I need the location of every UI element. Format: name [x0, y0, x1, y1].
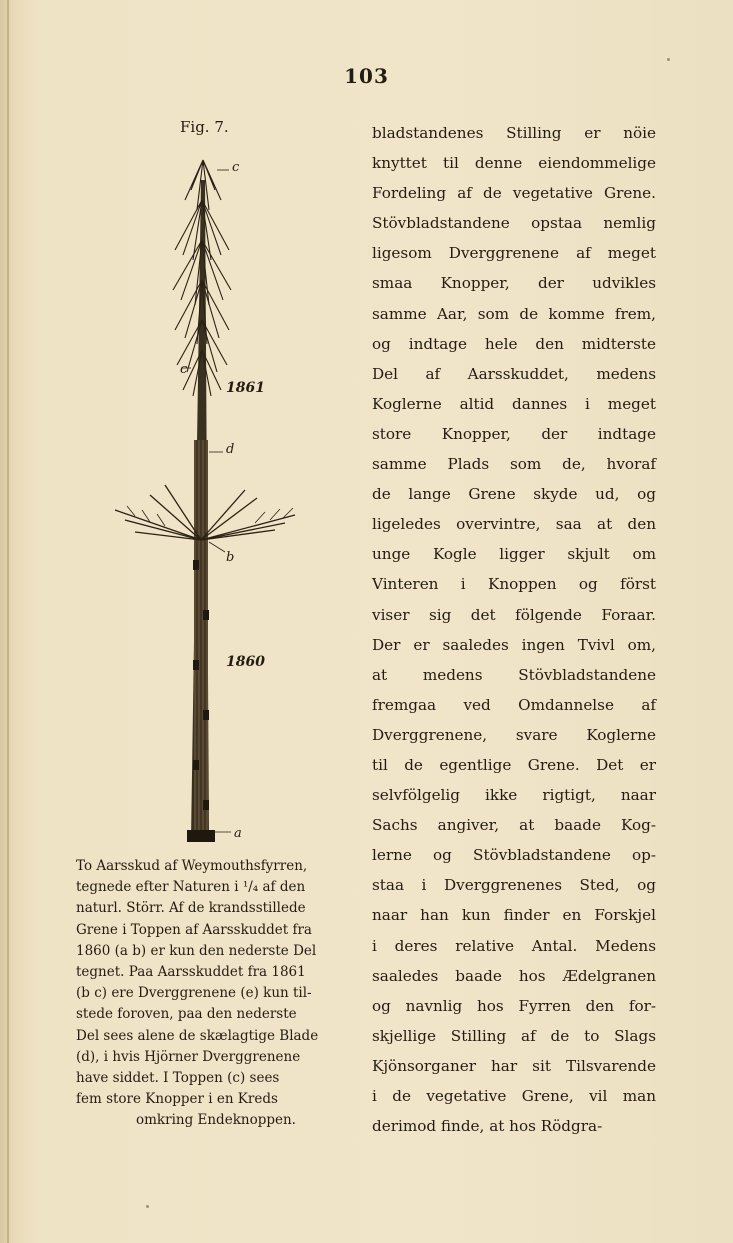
annotation-c-left: c — [180, 362, 188, 377]
body-line: Der er saaledes ingen Tvivl om, — [372, 635, 656, 654]
body-line: naar han kun finder en Forskjel — [372, 906, 656, 925]
annotation-a: a — [234, 826, 242, 841]
caption-line: have siddet. I Toppen (c) sees — [76, 1070, 280, 1087]
caption-line: Grene i Toppen af Aarsskuddet fra — [76, 921, 312, 938]
body-line: de lange Grene skyde ud, og — [372, 485, 656, 504]
body-line: smaa Knopper, der udvikles — [372, 274, 656, 293]
caption-line: tegnet. Paa Aarsskuddet fra 1861 — [76, 964, 306, 981]
caption-line: To Aarsskud af Weymouthsfyrren, — [76, 858, 308, 874]
body-line: at medens Stövbladstandene — [372, 665, 656, 684]
body-line: Kjönsorganer har sit Tilsvarende — [372, 1056, 656, 1075]
body-line: og indtage hele den midterste — [372, 334, 656, 353]
caption-line: (d), i hvis Hjörner Dverggrenene — [76, 1048, 301, 1065]
caption-line: 1860 (a b) er kun den nederste Del — [76, 942, 317, 959]
body-line: viser sig det fölgende Foraar. — [372, 605, 656, 624]
caption-line: fem store Knopper i en Kreds — [76, 1091, 278, 1108]
annotation-d: d — [226, 442, 235, 457]
body-line: selvfölgelig ikke rigtigt, naar — [372, 786, 656, 805]
caption-line: naturl. Störr. Af de krandsstillede — [76, 900, 306, 917]
print-speck — [667, 58, 670, 61]
body-line: saaledes baade hos Ædelgranen — [372, 966, 656, 985]
body-line: Sachs angiver, at baade Kog- — [372, 816, 656, 835]
page-edge — [7, 0, 9, 1243]
caption-line: stede foroven, paa den nederste — [76, 1006, 297, 1023]
year-label-1861: 1861 — [226, 380, 265, 396]
body-line: ligesom Dverggrenene af meget — [372, 244, 656, 263]
body-text-column — [372, 118, 656, 1141]
body-line: staa i Dverggrenenes Sted, og — [372, 876, 656, 895]
annotation-c-top: c — [232, 160, 240, 175]
body-line: lerne og Stövbladstandene op- — [372, 846, 656, 865]
body-line: Del af Aarsskuddet, medens — [372, 364, 656, 383]
figure-caption — [76, 856, 334, 1132]
body-line: ligeledes overvintre, saa at den — [372, 515, 656, 534]
body-line: unge Kogle ligger skjult om — [372, 545, 656, 564]
body-line: i de vegetative Grene, vil man — [372, 1087, 656, 1105]
body-line: skjellige Stilling af de to Slags — [372, 1026, 656, 1045]
figure-label: Fig. 7. — [180, 118, 229, 136]
year-label-1860: 1860 — [226, 654, 265, 670]
body-line: Vinteren i Knoppen og först — [372, 575, 656, 594]
page-number: 103 — [344, 64, 389, 88]
print-speck — [146, 1205, 149, 1208]
annotation-b: b — [226, 550, 235, 565]
body-line: Koglerne altid dannes i meget — [372, 394, 656, 413]
body-line: i deres relative Antal. Medens — [372, 936, 656, 955]
pine-shoot-illustration — [105, 140, 345, 860]
body-line: samme Aar, som de komme frem, — [372, 304, 656, 323]
caption-line: omkring Endeknoppen. — [136, 1112, 296, 1129]
body-line: Dverggrenene, svare Koglerne — [372, 725, 656, 744]
caption-line: (b c) ere Dverggrenene (e) kun til- — [76, 985, 312, 1002]
body-line: og navnlig hos Fyrren den for- — [372, 996, 656, 1015]
caption-line: tegnede efter Naturen i ¹/₄ af den — [76, 879, 306, 896]
body-line: bladstandenes Stilling er nöie — [372, 124, 656, 142]
body-line: derimod finde, at hos Rödgra- — [372, 1117, 603, 1136]
body-line: store Knopper, der indtage — [372, 424, 656, 443]
body-line: til de egentlige Grene. Det er — [372, 755, 656, 774]
body-line: fremgaa ved Omdannelse af — [372, 695, 656, 714]
caption-line: Del sees alene de skælagtige Blade — [76, 1027, 319, 1044]
body-line: Stövbladstandene opstaa nemlig — [372, 214, 656, 233]
body-line: Fordeling af de vegetative Grene. — [372, 184, 656, 203]
body-line: knyttet til denne eiendommelige — [372, 154, 656, 173]
body-line: samme Plads som de, hvoraf — [372, 455, 656, 474]
